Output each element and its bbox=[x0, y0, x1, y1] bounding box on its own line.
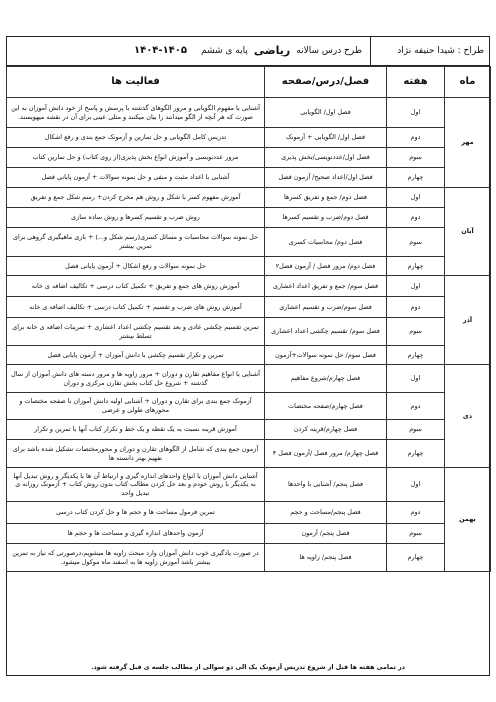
activity-cell: آموزش قرینه نسبت به یک نقطه و یک خط و تکرار کتاب آنها با تمرین و تکرار bbox=[7, 420, 265, 440]
week-cell: چهارم bbox=[387, 168, 445, 188]
week-cell: سوم bbox=[387, 524, 445, 544]
activity-cell: حل نمونه سوالات و رفع اشکال + آزمون پایانی فصل bbox=[7, 257, 265, 276]
chapter-cell: فصل چهارم/صفحه مختصات bbox=[265, 393, 387, 420]
month-cell: بهمن bbox=[445, 468, 491, 572]
activity-cell: آزمون جمع بندی که شامل از الگوهای تقارن و دوران و محورمختصات تشکیل شده باشد برای تفهیم بهتر دانسته ها bbox=[7, 440, 265, 468]
chapter-cell: فصل اول/اعداد صحیح/ آزمون فصل bbox=[265, 168, 387, 188]
week-cell: سوم bbox=[387, 228, 445, 257]
grade-label: پایه ی ششم bbox=[200, 45, 248, 56]
activity-cell: تمرین تقسیم چکشی عادی و بعد تقسیم چکشی اعداد اعشاری + تمرینات اضافه ی خانه برای تسلط بیشتر bbox=[7, 318, 265, 346]
week-cell: دوم bbox=[387, 208, 445, 228]
week-cell: دوم bbox=[387, 502, 445, 524]
table-row bbox=[7, 346, 491, 365]
week-cell: چهارم bbox=[387, 440, 445, 468]
activity-cell: آشنایی با انواع مفاهیم تقارن و دوران + مرور زاویه ها و مرور دسته های دانش آموزان از سال گذشته + شروع حل کتاب بخش تقارن مرکزی و دوران bbox=[7, 365, 265, 393]
academic-year: ۱۴۰۴-۱۴۰۵ bbox=[134, 45, 187, 56]
week-cell: دوم bbox=[387, 393, 445, 420]
month-cell: مهر bbox=[445, 98, 491, 188]
chapter-cell: فصل سوم/ تقسیم چکشی اعداد اعشاری bbox=[265, 318, 387, 346]
activity-cell: آموزش مفهوم کسر با شکل و روش هم مخرج کردن+ رسم شکل جمع و تفریق bbox=[7, 188, 265, 208]
chapter-cell: فصل پنجم/ زاویه ها bbox=[265, 544, 387, 572]
chapter-cell: فصل اول/ الگویابی bbox=[265, 98, 387, 128]
week-cell: چهارم bbox=[387, 257, 445, 276]
activity-cell: آموزش روش های ضرب و تقسیم + تکمیل کتاب درسی + تکالیف اضافه ی خانه bbox=[7, 297, 265, 318]
table-row bbox=[7, 276, 491, 297]
plan-header bbox=[6, 36, 490, 66]
week-cell: دوم bbox=[387, 297, 445, 318]
lesson-plan-body bbox=[7, 98, 491, 572]
chapter-cell: فصل پنجم/مساحت و حجم bbox=[265, 502, 387, 524]
activity-cell: تمرین فرمول مساحت ها و حجم ها و حل کردن کتاب درسی bbox=[7, 502, 265, 524]
week-cell: اول bbox=[387, 365, 445, 393]
chapter-cell: فصل اول/عددنویسی/بخش پذیری bbox=[265, 148, 387, 168]
month-cell: آبان bbox=[445, 188, 491, 276]
week-cell: چهارم bbox=[387, 346, 445, 365]
activity-cell: آشنایی با اعداد مثبت و منفی و حل نمونه سوالات + آزمون پایانی فصل bbox=[7, 168, 265, 188]
week-cell: سوم bbox=[387, 318, 445, 346]
activity-cell: آزمونک جمع بندی برای تقارن و دوران + آشنایی اولیه دانش آموزان با صفحه مختصات و محورهای طولی و عرضی bbox=[7, 393, 265, 420]
chapter-cell: فصل دوم/ضرب و تقسیم کسرها bbox=[265, 208, 387, 228]
chapter-cell: فصل پنجم/ آزمون bbox=[265, 524, 387, 544]
week-cell: دوم bbox=[387, 128, 445, 148]
table-row bbox=[7, 98, 491, 128]
month-cell: آذر bbox=[445, 276, 491, 365]
activity-cell: مرور عددنویسی و آموزش انواع بخش پذیری(از روی کتاب) و حل تمارین کتاب bbox=[7, 148, 265, 168]
activity-cell: آشنایی با مفهوم الگویابی و مرور الگوهای گذشته با پرسش و پاسخ از خود دانش آموزان به این صورت که هر آنچه از الگو میدانند را بیان میکنند و مثلی عینی برای آن در نقشه میهویسند. bbox=[7, 98, 265, 128]
table-row bbox=[7, 393, 491, 420]
activity-cell: روش ضرب و تقسیم کسرها و روش ساده سازی bbox=[7, 208, 265, 228]
activity-cell: حل نمونه سوالات محاسبات و مسائل کسری(رسم شکل و...) + بازی ماهیگیری گروهی برای تمرین بیشتر bbox=[7, 228, 265, 257]
table-row bbox=[7, 524, 491, 544]
lesson-plan-table bbox=[6, 66, 491, 572]
chapter-cell: فصل چهارم/ مرور فصل /آزمون فصل ۴ bbox=[265, 440, 387, 468]
activity-cell: تدریس کامل الگویابی و حل تمارین و آزمونک جمع بندی و رفع اشکال bbox=[7, 128, 265, 148]
chapter-cell: فصل چهارم/شروع مفاهیم bbox=[265, 365, 387, 393]
table-row bbox=[7, 365, 491, 393]
chapter-cell: فصل سوم/ جمع و تفریق اعداد اعشاری bbox=[265, 276, 387, 297]
table-row bbox=[7, 128, 491, 148]
chapter-cell: فصل اول/ الگویابی + آزمونک bbox=[265, 128, 387, 148]
table-row bbox=[7, 420, 491, 440]
activity-cell: تمرین و تکرار تقسیم چکشی با دانش آموزان + آزمون پایانی فصل bbox=[7, 346, 265, 365]
footer-note: در تمامی هفته ها قبل از شروع تدریس آزمونک یک الی دو سوالی از مطالب جلسه ی قبل گرفته شود. bbox=[91, 664, 405, 671]
table-row bbox=[7, 168, 491, 188]
table-row bbox=[7, 468, 491, 502]
table-row bbox=[7, 208, 491, 228]
table-row bbox=[7, 502, 491, 524]
chapter-cell: فصل پنجم/ آشنایی با واحدها bbox=[265, 468, 387, 502]
table-row bbox=[7, 318, 491, 346]
table-row bbox=[7, 188, 491, 208]
chapter-cell: فصل چهارم/قرینه کردن bbox=[265, 420, 387, 440]
table-row bbox=[7, 228, 491, 257]
activity-cell: در صورت یادگیری خوب دانش آموزان وارد مبحث زاویه ها میشویم،درصورتی که نیاز به تمرین بیشتر باشد آموزش زاویه ها به اسفند ماه موکول میشود. bbox=[7, 544, 265, 572]
chapter-column-header: فصل/درس/صفحه bbox=[265, 67, 387, 98]
chapter-cell: فصل سوم/ضرب و تقسیم اعشاری bbox=[265, 297, 387, 318]
activity-cell: آموزش روش های جمع و تفریق + تکمیل کتاب درسی + تکالیف اضافه ی خانه bbox=[7, 276, 265, 297]
table-row bbox=[7, 544, 491, 572]
chapter-cell: فصل دوم/ جمع و تفریق کسرها bbox=[265, 188, 387, 208]
table-row bbox=[7, 257, 491, 276]
month-column-header: ماه bbox=[445, 67, 491, 98]
table-row bbox=[7, 297, 491, 318]
week-column-header: هفته bbox=[387, 67, 445, 98]
plan-label: طرح درس سالانه bbox=[296, 45, 362, 56]
table-row bbox=[7, 440, 491, 468]
week-cell: اول bbox=[387, 98, 445, 128]
week-cell: سوم bbox=[387, 420, 445, 440]
chapter-cell: فصل دوم/ مرور فصل / آزمون فصل۲ bbox=[265, 257, 387, 276]
chapter-cell: فصل سوم/ حل نمونه سوالات+آزمون bbox=[265, 346, 387, 365]
week-cell: اول bbox=[387, 468, 445, 502]
week-cell: اول bbox=[387, 276, 445, 297]
table-header-row bbox=[7, 67, 491, 98]
activity-column-header: فعالیت ها bbox=[7, 67, 265, 98]
activity-cell: آزمون واحدهای اندازه گیری و مساحت ها و حجم ها bbox=[7, 524, 265, 544]
week-cell: چهارم bbox=[387, 544, 445, 572]
table-row bbox=[7, 148, 491, 168]
activity-cell: آشنایی دانش آموزان با انواع واحدهای اندازه گیری و ارتباط آن ها با یکدیگر و روش تبدیل آنها به یکدیگر با روش خودم و بعد حل کردن مطالب کتاب بدون روش کتاب + آزمونک روزانه ی تبدیل واحد bbox=[7, 468, 265, 502]
week-cell: اول bbox=[387, 188, 445, 208]
plan-title bbox=[6, 44, 370, 57]
subject-name: ریاضی bbox=[253, 44, 291, 57]
chapter-cell: فصل دوم/ محاسبات کسری bbox=[265, 228, 387, 257]
month-cell: دی bbox=[445, 365, 491, 468]
designer-name: طراح : شیدا حنیفه نژاد bbox=[370, 36, 490, 65]
week-cell: سوم bbox=[387, 148, 445, 168]
